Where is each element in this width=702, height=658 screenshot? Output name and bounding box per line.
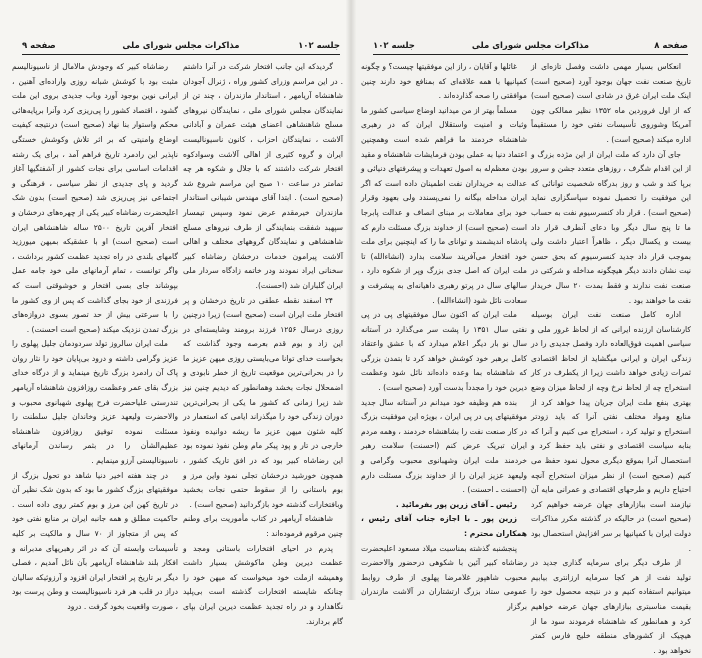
- paragraph: پدرم در احیای افتخارات باستانی ومجد و عظمت دیرین وطن ماکوشش بسیار داشت وهمیشه ازملت خود میخواست که میهن خود را چنانکه شایسته افتخارات گذشته است بی‌پلید نگاهدارد و در راه تجدید عظمت دیرین ایران بپای گام بردارند.: [183, 543, 343, 626]
- paragraph: گردیدکه این جانب افتخار شرکت در آنرا داشتم . در این مراسم وزرای کشور وراه ، ژنرال آجودان شاهنشاه آریامهر ، استاندار مازندران ، چند تن از نمایندگان مجلس شورای ملی ، نمایندگان نیروهای مسلح شاهنشاهی اعضای هیئت عمران و آبادانی آلاشت ، نمایندگان احزاب ، کانون ناسیونالیست ایران و گروه کثیری از اهالی آلاشت وسوادکوه افتخار شرکت داشتند که با جلال و شکوه هر چه تمامتر در ساعت ۱۰ صبح این مراسم شروع شد (صحیح است) . ابتدا آقای مهندس شیبانی استاندار مازندران خیرمقدم عرض نمود وسپس تیمسار سپهبد شفقت بنمایندگی از طرف نیروهای مسلح شاهنشاهی و نمایندگان گروههای مختلف و اهالی آلاشت پیرامون خدمات درخشان رضاشاه کبیر سخنانی ایراد نمودند ودر خاتمه زادگاه سردار ملی ایران گلباران شد (احسنت).: [183, 62, 343, 290]
- paragraph: از طرف دیگر برای سرمایه گذاری جدید در تولید نفت از هر کجا سرمایه ارزانتری بیابیم میتوانیم استفاده کنیم و در نتیجه محصول خود را بقیمت مناسبتری ببازارهای جهان عرضه خواهیم کرد و همانطور که شاهنشاه فرمودند سود ما از هیچیک از کشورهای منطقه خلیج فارس کمتر نخواهد بود .: [531, 558, 691, 655]
- speaker-line: زرین پور ـ با اجازه جناب آقای رئیس ، همکاران محترم :: [361, 514, 527, 538]
- paragraph: ملت ایران که اکنون سال موفقیتهای پی در پی نفتی سال ۱۳۵۱ را پشت سر می‌گذارد در آستانه سال نو بار دیگر اعلام میدارد که با عشق واعتقاد کامل برهبر خود کوشش خواهد کرد تا بتمدن بزرگی که شاهنشاه بما وعده داده‌اند نائل شود وعظمت دیرین خود را مجدداً بدست آورد (صحیح است) .: [361, 310, 527, 393]
- paragraph: پنجشنبه گذشته بمناسبت میلاد مسعود اعلیحضرت رضاشاه کبیر آئین با شکوهی درحضور والاحضرت محبوب شاهپور غلامرضا پهلوی از طرف روابط عمومی ستاد بزرگ ارتشتاران در آلاشت مازندران برگزار: [361, 543, 527, 611]
- text-column-right: [531, 60, 691, 658]
- paragraph: شاهنشاه آریامهر در کتاب مأموریت برای وطنم چنین مرقوم فرموده‌اند :: [183, 514, 343, 538]
- paragraph: در چند هفته اخیر دنیا شاهد دو تحول بزرگ از موفقیتهای بزرگ کشور ما بود که بدون شک نظیر آن در تاریخ کهن این مرز و بوم کمتر روی داده است . حاکمیت مطلق و همه جانبه ایران بر منابع نفتی خود که پس از متجاوز از ۷۰ سال و مالکیت بر کلیه تأسیسات وابسته آن که در اثر رهبریهای مدبرانه و افکار بلند شاهنشاه آریامهر بآن نائل آمدیم ، فصلی دیگر بر تاریخ پر افتخار ایران افزود و آرزوئیکه سالیان دراز در قلب هر فرد ناسیونالیست و وطن پرست بود ، صورت واقعیت بخود گرفت . درود: [12, 470, 178, 611]
- page-number: صفحه ۹: [22, 41, 56, 51]
- running-title: مذاکرات مجلس شورای ملی: [471, 41, 590, 51]
- right-page: [351, 0, 702, 655]
- text-column-left: [361, 60, 527, 615]
- paragraph: ملت ایران سالروز تولد سردودمان جلیل پهلوی را عزیز وگرامی داشته و درود بی‌پایان خود را نثار روان پاک آن رادمرد بزرگ تاریخ مینماید و از درگاه خدای بزرگ بقای عمر وعظمت روزافزون شاهنشاه آریامهر تندرستی علیاحضرت فرح پهلوی شهبانوی محبوب و والاحضرت ولیعهد عزیز وخاندان جلیل سلطنت را مسئلت نموده توفیق روزافزون شاهنشاه عظیم‌الشأن را در بثمر رساندن آرمانهای ناسیونالیستی آرزو مینمایم .: [12, 339, 178, 466]
- paragraph: غائلها و آقایان ، راز این موفقیتها چیست؟ و چگونه کمپانیها با همه علاقه‌ای که بمنافع خود دارند چنین موافقتی را صحه گذارده‌اند .: [361, 62, 527, 101]
- page-number: صفحه ۸: [654, 41, 688, 51]
- paragraph: رضاشاه کبیر که وجودش مالامال از ناسیونالیسم مثبت بود با کوشش شبانه روزی واراده‌ای آهنین ، ایرانی نوین بوجود آورد وباب جدیدی بروی این ملت گشود ، اقتصاد کشور را پی‌ریزی کرد وآنرا برپایه‌هائی محکم واستوار بنا نهاد (صحیح است) درنتیجه کیفیت اوضاع وامنیتی که بر اثر تلاش وکوشش خستگی ناپذیر این رادمرد تاریخ فراهم آمد ، برای یک رشته اقدامات اساسی برای نجات کشور از آشفتگیها آغاز گردید و پای جدیدی از نظر سیاسی ، فرهنگی و اجتماعی نیز پی‌ریزی شد (صحیح است) بدون شک اعلیحضرت رضاشاه کبیر یکی از چهره‌های درخشان و افتخار آفرین تاریخ ۲۵۰۰ ساله شاهنشاهی ایران است (صحیح است) او با عشقیکه بمیهن میورزید گامهای بلندی در راه تجدید عظمت کشور برداشت ، واگر توانست ، تمام آرمانهای ملی خود جامه عمل بپوشاند جای بسی افتخار و خوشوقتی است که فرزندی از خود بجای گذاشت که پس از وی کشور ما را با سرعتی بیش از حد تصور بسوی دروازه‌های بزرگ تمدن نزدیک میکند (صحیح است احسنت) .: [12, 62, 178, 334]
- paragraph: بنده هم وظیفه خود میدانم در آستانه سال جدید موفقیتهای پی در پی ایران ، بویژه این موفقیت بزرگ در کار صنعت نفت را بشاهنشاه خردمند ، وهمه مردم ایران تبریک عرض کنم (احسنت) سلامت رهبر خردمند ملت ایران وشهبانوی محبوب وگرامی و ولیعهد عزیز ایران را از خداوند بزرگ مسئلت دارم (احسنت ـ احسنت) .: [361, 397, 527, 495]
- book-gutter: [346, 0, 356, 600]
- paragraph: جای آن دارد که ملت ایران از این مژده بزرگ و از این اقدام شگرف ، روزهای متعدد جشن و سرور برپا کند و شب و روز بدرگاه شخصیت توانائی که این موفقیت را تحصیل نموده سپاسگزاری نماید (صحیح است) . قرار داد کنسرسیوم نفت به حساب ما تا پنج سال دیگر وبا دعای آنطرف قرار داد بیست و یکسال دیگر ، ظاهراً اعتبار داشت ولی بموجب قرار داد جدید کنسرسیوم که بحق حسن نیت نشان دادند دیگر هیچگونه مداخله و شرکتی در صنعت نفت ندارند و فقط بمدت ۲۰ سال خریدار نفت ما خواهند بود .: [531, 149, 691, 305]
- paragraph: مسلماً بهتر از من میدانید اوضاع سیاسی کشور ما وثبات و امنیت واستقلال ایران که در رهبری شاهنشاه خردمند ما فراهم شده است وهمچنین اعتماد دنیا به عملی بودن فرمایشات شاهنشاه و مقید بودن معظم‌له به اصول تعهدات و پیشرفتهای دنیائی و عدالت به خریداران نفت اطمینان داده است که اگر ایران مداخله بیگانه را نمی‌پسندد ولی بعهود وقرار خود برای معاملات بر مبنای انصاف و عدالت پابرجا است (صحیح است) از خداوند بزرگ مسئلت دارم که پادشاه اندیشمند و توانای ما را که اینچنین برای ملت خود افتخار می‌آفریند سلامت بدارد (انشاءالله) تا ملت ایران که اصل جدی بزرگ وپر از شکوه دارد ، سالهای سال در پرتو رهبری داهیانه‌ای به پیشرفت و سعادت نائل شود (انشاءالله) .: [361, 105, 527, 305]
- session-number: جلسه ۱۰۲: [373, 41, 415, 51]
- paragraph: اداره کامل صنعت نفت ایران بوسیله کارشناسان ارزنده ایرانی که از لحاظ غرور ملی و سیاسی اهمیت فوق‌العاده دارد وفصل جدیدی را در زندگی ایران و ایرانی میگشاید از لحاظ اقتصادی ثمرات زیادی خواهد داشت زیرا از یکطرف در کار استخراج چه از لحاظ نرخ وچه از لحاظ میزان وضع بهتری بنفع ملت ایران جریان پیدا خواهد کرد از منابع ومواد مختلف نفتی آنرا که باید زودتر استخراج و تولید کرد ، استخراج می کنیم و آنرا که بنابه سیاست اقتصادی و نفتی باید حفظ کرد و استحصال آنرا بموقع دیگری محول نمود حفظ می کنیم (صحیح است) از نظر میزان استخراج آنچه احتیاج داریم و طرحهای اقتصادی و عمرانی مایه آن نیازمند است ببازارهای جهان عرضه خواهیم کرد (صحیح است) در حالیکه در گذشته مکرر مذاکرات دولت ایران با کمپانیها بر سر افزایش استحصال بود .: [531, 310, 691, 553]
- paragraph: ۲۴ اسفند نقطه عطفی در تاریخ درخشان و پر افتخار ملت ایران است (صحیح است) زیرا درچنین روزی درسال ۱۲۵۶ فرزند برومند وشایسته‌ای در این زاد و بوم قدم بعرصه وجود گذاشت که بخواست خدای توانا می‌بایستی روزی میهن عزیز ما را در بحرانی‌ترین موقعیت تاریخ از خطر نابودی و اضمحلال نجات بخشد وهمانطور که دیدیم چنین نیز شد زیرا زمانی که کشور ما یکی از بحرانی‌ترین دوران زندگی خود را میگذراند ایامی که استعمار در کلیه شئون میهن عزیز ما ریشه دوانیده ونفوذ خارجی در تار و پود پیکر مام وطن نفوذ نموده بود این رضاشاه کبیر بود که در افق تاریک کشور ، همچون خورشید درخشان تجلی نمود واین مرز و بوم باستانی را از سقوط حتمی نجات بخشید وبافتخارات گذشته خود بازگردانید (صحیح است) .: [183, 295, 343, 509]
- paragraph: انعکاس بسیار مهمی داشت وفصل تازه‌ای از تاریخ صنعت نفت جهان بوجود آورد (صحیح است) اینک ملت ایران غرق در شادی است (صحیح است) که از اول فروردین ماه ۱۳۵۲ نظیر ممالکی چون آمریکا وشوروی تأسیسات نفتی خود را مستقیماً اداره میکند (صحیح است) .: [531, 62, 691, 144]
- left-page: [0, 0, 351, 626]
- speaker-line: رئیس ـ آقای زرین پور بفرمائید .: [395, 499, 517, 509]
- text-column-right: [183, 60, 343, 629]
- text-column-left: [12, 60, 178, 615]
- page-header: [373, 42, 688, 55]
- session-number: جلسه ۱۰۲: [298, 41, 340, 51]
- page-header: [22, 42, 340, 55]
- running-title: مذاکرات مجلس شورای ملی: [122, 41, 240, 51]
